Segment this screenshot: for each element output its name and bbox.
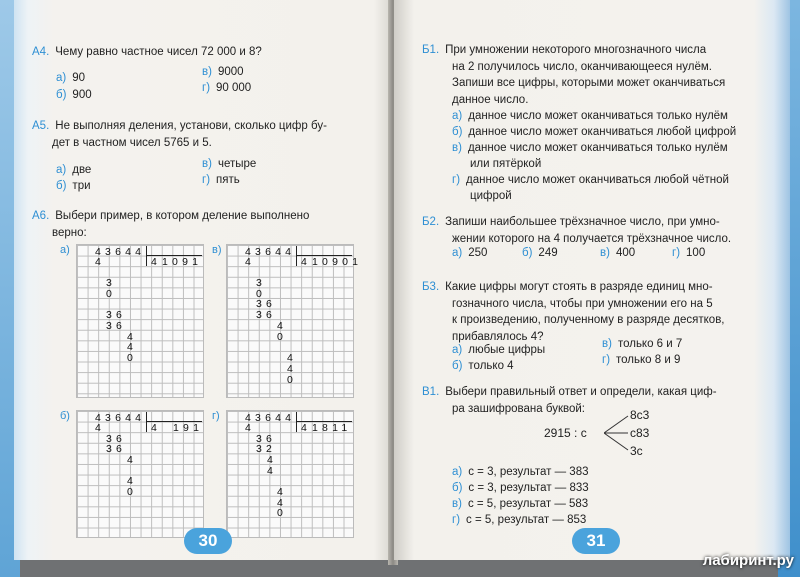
division-step: 36 <box>256 309 277 321</box>
option: в) 400 <box>600 247 636 259</box>
division-step: 4 <box>277 320 288 332</box>
page-number-badge: 31 <box>572 528 620 554</box>
division-step: 4 <box>245 256 256 268</box>
grid-label: а) <box>60 244 70 256</box>
division-step: 0 <box>127 486 138 498</box>
division-step: 0 <box>277 507 288 519</box>
division-step: 4 <box>95 256 106 268</box>
option: б) 900 <box>56 89 92 101</box>
division-step: 4 <box>267 454 278 466</box>
division-step: 36 <box>106 433 127 445</box>
division-step: 36 <box>106 443 127 455</box>
question-b3 <box>422 279 772 345</box>
option-continued: цифрой <box>470 190 512 202</box>
option: б) три <box>56 180 91 192</box>
division-step: 36 <box>106 320 127 332</box>
option: а) данное число может оканчиваться только нулём <box>452 110 728 122</box>
question-text: ра зашифрована буквой: <box>452 402 585 415</box>
cipher-diagram <box>544 408 664 458</box>
division-step: 0 <box>127 352 138 364</box>
division-step: 4 <box>127 454 138 466</box>
division-step: 36 <box>256 433 277 445</box>
option: а) 250 <box>452 247 488 259</box>
division-step: 4 <box>287 363 298 375</box>
division-step: 4 <box>287 352 298 364</box>
dividend: 43644 <box>245 412 296 424</box>
option: г) данное число может оканчиваться любой чётной <box>452 174 729 186</box>
grid-label: г) <box>212 410 220 422</box>
option-continued: или пятёркой <box>470 158 542 170</box>
question-text: гозначного числа, чтобы при умножении его на 5 <box>452 297 713 310</box>
question-text: верно: <box>52 226 87 239</box>
option: а) 90 <box>56 72 86 84</box>
dividend: 43644 <box>95 412 146 424</box>
option: а) две <box>56 164 92 176</box>
answer-branch: 8с3 <box>630 408 650 422</box>
option: г) только 8 и 9 <box>602 354 681 366</box>
quotient: 1811 <box>312 422 352 434</box>
quotient: 191 <box>173 422 204 434</box>
grid-label: в) <box>212 244 222 256</box>
division-step: 4 <box>277 497 288 509</box>
division-step: 36 <box>106 309 127 321</box>
question-text: Запиши все цифры, которыми может оканчиваться <box>452 77 726 89</box>
divisor: 4 <box>151 256 162 268</box>
question-number: А6. <box>32 210 50 222</box>
option: в) 9000 <box>202 66 244 78</box>
long-division-grid-b <box>76 410 204 538</box>
division-expression: 2915 : с <box>544 426 587 440</box>
division-step: 0 <box>277 331 288 343</box>
option: г) 90 000 <box>202 82 252 94</box>
division-step: 4 <box>245 422 256 434</box>
question-number: А5. <box>32 120 50 132</box>
answer-branch: 3с <box>630 444 643 458</box>
question-a6 <box>32 208 377 241</box>
division-step: 0 <box>256 288 267 300</box>
question-b2 <box>422 214 772 247</box>
option: в) данное число может оканчиваться только нулём <box>452 142 728 154</box>
question-text: При умножении некоторого многозначного числа <box>445 44 707 56</box>
division-step: 3 <box>256 277 267 289</box>
question-text: на 2 получилось число, оканчивающееся нулём. <box>452 60 712 73</box>
question-text: Чему равно частное чисел 72 000 и 8? <box>55 46 262 58</box>
question-number: Б2. <box>422 216 440 228</box>
option: б) только 4 <box>452 360 514 372</box>
watermark-logo: лабиринт.ру <box>702 552 794 569</box>
division-step: 4 <box>127 341 138 353</box>
option: б) 249 <box>522 247 558 259</box>
question-text: к произведению, полученному в разряде десятков, <box>452 314 725 326</box>
division-step: 36 <box>256 298 277 310</box>
option: а) с = 3, результат — 383 <box>452 466 589 478</box>
dividend: 43644 <box>95 246 146 258</box>
dividend: 43644 <box>245 246 296 258</box>
divisor: 4 <box>151 422 162 434</box>
question-text: Выбери правильный ответ и определи, какая циф- <box>445 386 717 398</box>
grid-label: б) <box>60 410 70 422</box>
option: в) четыре <box>202 158 257 170</box>
question-text: Не выполняя деления, установи, сколько цифр бу- <box>55 120 327 132</box>
divisor: 4 <box>301 256 312 268</box>
question-text: жении которого на 4 получается трёхзначное число. <box>452 232 732 245</box>
division-step: 4 <box>95 422 106 434</box>
division-step: 0 <box>287 374 298 386</box>
option: б) данное число может оканчиваться любой цифрой <box>452 126 737 138</box>
answer-branch: с83 <box>630 426 650 440</box>
option: г) с = 5, результат — 853 <box>452 514 587 526</box>
divisor: 4 <box>301 422 312 434</box>
division-step: 4 <box>127 475 138 487</box>
question-number: Б1. <box>422 44 440 56</box>
long-division-grid-g <box>226 410 354 538</box>
left-page <box>14 0 392 560</box>
question-text: прибавлялось 4? <box>452 330 544 343</box>
long-division-grid-a <box>76 244 204 398</box>
question-a4 <box>32 44 262 61</box>
question-a5 <box>32 118 377 151</box>
question-text: Какие цифры могут стоять в разряде единиц мно- <box>445 281 713 293</box>
page-number-badge: 30 <box>184 528 232 554</box>
option: г) пять <box>202 174 240 186</box>
division-step: 32 <box>256 443 277 455</box>
option: г) 100 <box>672 247 706 259</box>
quotient: 10901 <box>312 256 363 268</box>
question-b1 <box>422 42 767 108</box>
long-division-grid-v <box>226 244 363 398</box>
option: в) с = 5, результат — 583 <box>452 498 589 510</box>
question-text: Запиши наибольшее трёхзначное число, при умно- <box>445 216 720 228</box>
question-number: А4. <box>32 46 50 58</box>
division-step: 0 <box>106 288 117 300</box>
question-text: данное число. <box>452 93 529 106</box>
option: а) любые цифры <box>452 344 546 356</box>
division-step: 4 <box>127 331 138 343</box>
division-step: 4 <box>267 465 278 477</box>
division-step: 3 <box>106 277 117 289</box>
option: в) только 6 и 7 <box>602 338 683 350</box>
question-text: Выбери пример, в котором деление выполнено <box>55 210 310 222</box>
division-step: 4 <box>277 486 288 498</box>
right-page <box>394 0 790 560</box>
question-number: Б3. <box>422 281 440 293</box>
quotient: 1091 <box>162 256 203 268</box>
question-number: В1. <box>422 386 440 398</box>
question-text: дет в частном чисел 5765 и 5. <box>52 136 212 149</box>
option: б) с = 3, результат — 833 <box>452 482 589 494</box>
